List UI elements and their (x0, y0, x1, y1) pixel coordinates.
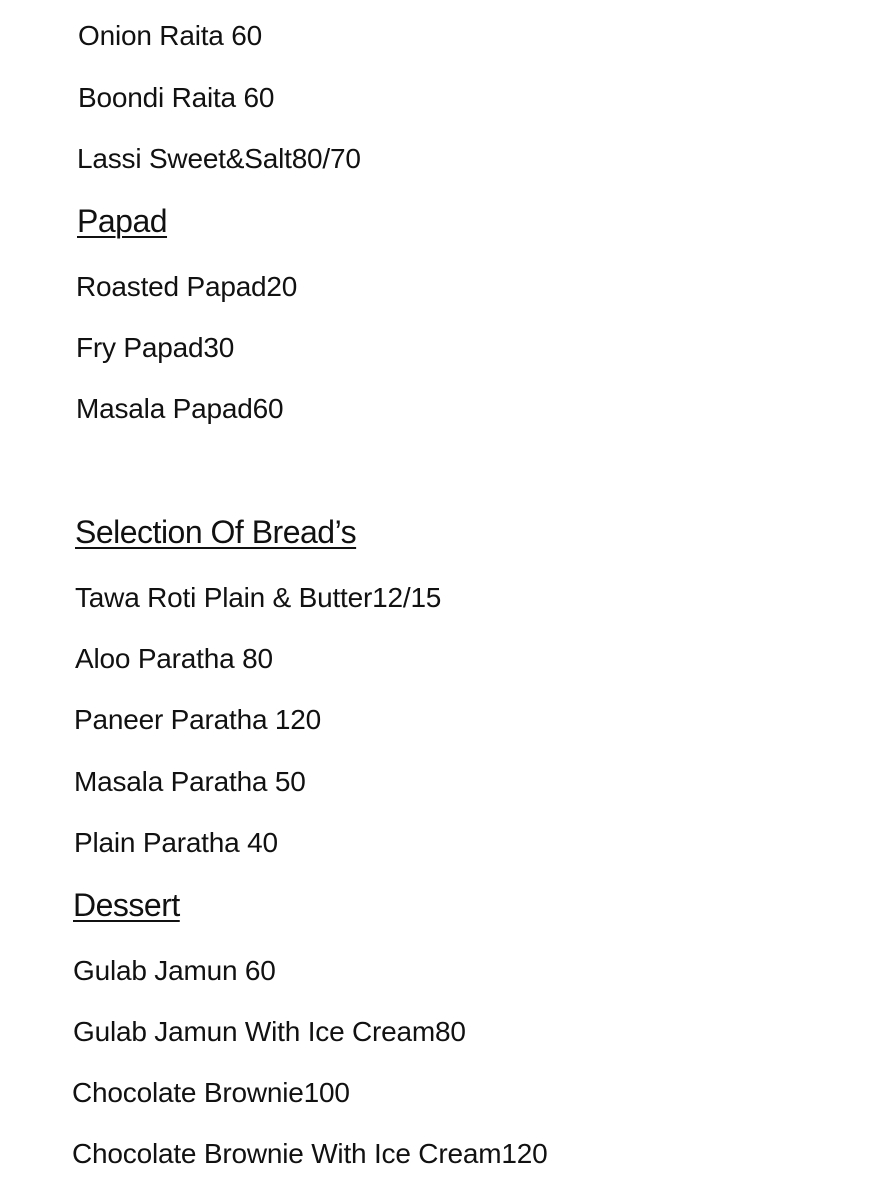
section-heading-papad: Papad (77, 203, 168, 239)
menu-item-fry-papad: Fry Papad30 (76, 332, 235, 363)
menu-item-roasted-papad: Roasted Papad20 (76, 271, 298, 302)
menu-item-tawa-roti: Tawa Roti Plain & Butter12/15 (75, 582, 442, 613)
menu-item-masala-papad: Masala Papad60 (76, 393, 284, 424)
menu-item-gulab-jamun-ice-cream: Gulab Jamun With Ice Cream80 (73, 1016, 466, 1047)
menu-item-paneer-paratha: Paneer Paratha 120 (74, 704, 322, 735)
menu-item-masala-paratha: Masala Paratha 50 (74, 766, 306, 797)
menu-item-onion-raita: Onion Raita 60 (78, 20, 262, 51)
menu-item-plain-paratha: Plain Paratha 40 (74, 827, 278, 858)
menu-item-boondi-raita: Boondi Raita 60 (78, 82, 275, 113)
menu-item-aloo-paratha: Aloo Paratha 80 (75, 643, 273, 674)
menu-item-chocolate-brownie-ice-cream: Chocolate Brownie With Ice Cream120 (72, 1138, 548, 1169)
menu-item-chocolate-brownie: Chocolate Brownie100 (72, 1077, 350, 1108)
menu-item-lassi: Lassi Sweet&Salt80/70 (77, 143, 361, 174)
section-heading-breads: Selection Of Bread’s (75, 514, 357, 550)
section-heading-dessert: Dessert (73, 887, 180, 923)
menu-item-gulab-jamun: Gulab Jamun 60 (73, 955, 276, 986)
